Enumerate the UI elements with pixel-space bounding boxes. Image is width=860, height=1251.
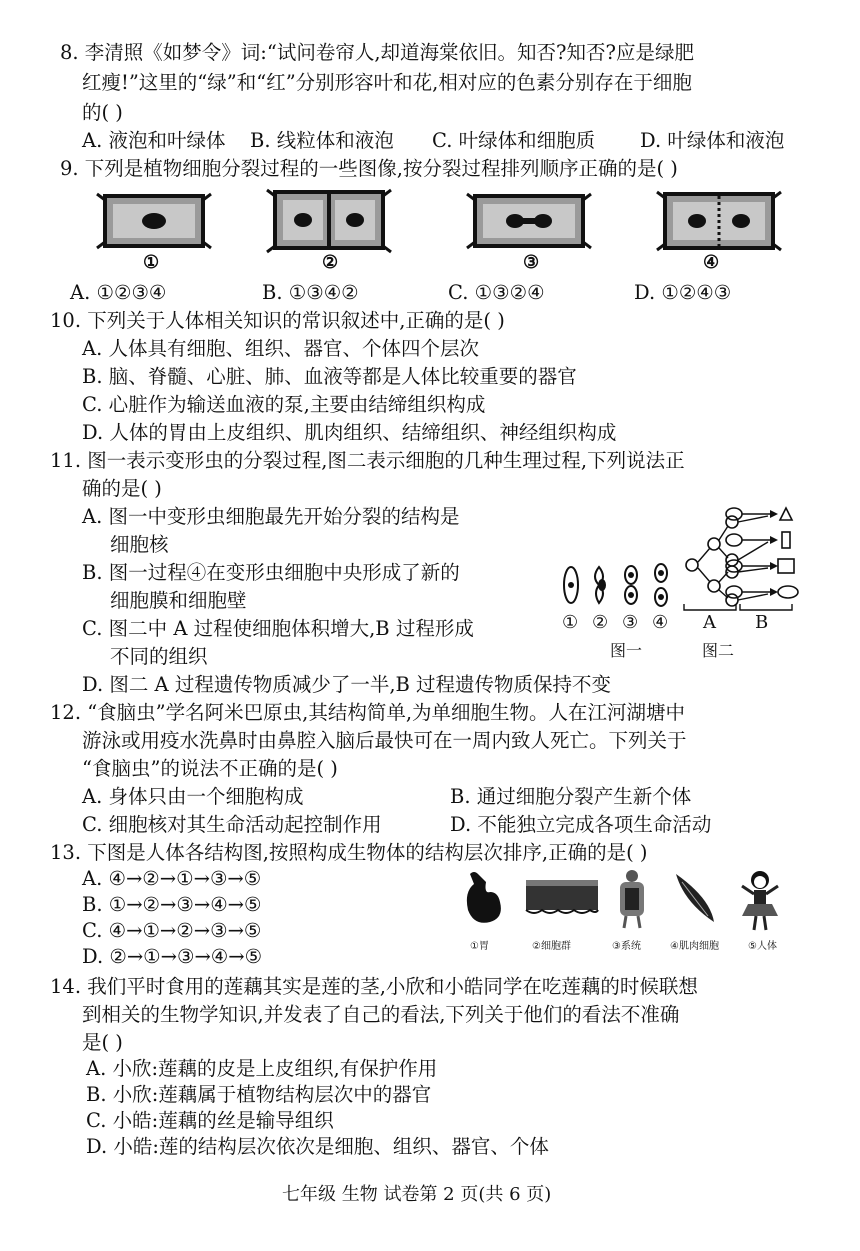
q11-fig2-brackets bbox=[680, 602, 800, 620]
q13-figure-structures bbox=[460, 868, 800, 934]
q11-figure-cell-processes bbox=[682, 500, 822, 612]
q8-stem-line1: 8. 李清照《如梦令》词:“试问卷帘人,却道海棠依旧。知否?知否?应是绿肥 bbox=[60, 41, 694, 64]
q9-option-c: C. ①③②④ bbox=[448, 281, 545, 304]
q13-fig-label-4: ④肌肉细胞 bbox=[670, 941, 719, 952]
q12-option-c: C. 细胞核对其生命活动起控制作用 bbox=[82, 813, 382, 836]
q13-option-c: C. ④→①→②→③→⑤ bbox=[82, 919, 262, 942]
q10-option-b: B. 脑、脊髓、心脏、肺、血液等都是人体比较重要的器官 bbox=[82, 365, 577, 388]
q13-cell-group-icon bbox=[526, 880, 598, 913]
q13-fig-label-1: ①胃 bbox=[470, 941, 489, 952]
q11-option-a-line2: 细胞核 bbox=[110, 533, 169, 556]
q13-option-a: A. ④→②→①→③→⑤ bbox=[82, 867, 262, 890]
q14-stem-line3: 是( ) bbox=[82, 1031, 123, 1054]
q14-stem-line2: 到相关的生物学知识,并发表了自己的看法,下列关于他们的看法不准确 bbox=[82, 1003, 680, 1026]
q9-cell-2 bbox=[267, 190, 391, 252]
q13-fig-label-3: ③系统 bbox=[612, 941, 641, 952]
q11-fig2-label-a: A bbox=[703, 612, 716, 633]
q11-option-c-line1: C. 图二中 A 过程使细胞体积增大,B 过程形成 bbox=[82, 617, 474, 640]
q11-option-b-line2: 细胞膜和细胞壁 bbox=[110, 589, 247, 612]
q14-option-a: A. 小欣:莲藕的皮是上皮组织,有保护作用 bbox=[86, 1057, 438, 1080]
q9-option-d: D. ①②④③ bbox=[634, 281, 732, 304]
q11-fig2-caption: 图二 bbox=[702, 641, 735, 660]
q11-fig1-label-3: ③ bbox=[622, 612, 639, 633]
q14-option-b: B. 小欣:莲藕属于植物结构层次中的器官 bbox=[86, 1083, 432, 1106]
q8-stem-line2: 红瘦!”这里的“绿”和“红”分别形容叶和花,相对应的色素分别存在于细胞 bbox=[82, 71, 692, 94]
page-footer: 七年级 生物 试卷第 2 页(共 6 页) bbox=[282, 1184, 552, 1205]
q11-option-c-line2: 不同的组织 bbox=[110, 645, 208, 668]
q11-option-a-line1: A. 图一中变形虫细胞最先开始分裂的结构是 bbox=[82, 505, 460, 528]
q11-figure-amoeba-division bbox=[555, 555, 685, 615]
q9-label-2: ② bbox=[322, 252, 339, 273]
q11-fig1-label-4: ④ bbox=[652, 612, 669, 633]
q13-system-icon bbox=[620, 870, 644, 928]
q9-option-b: B. ①③④② bbox=[262, 281, 359, 304]
q12-stem-line2: 游泳或用疫水洗鼻时由鼻腔入脑后最快可在一周内致人死亡。下列关于 bbox=[82, 729, 687, 752]
q11-fig1-label-1: ① bbox=[562, 612, 579, 633]
q11-stem-line1: 11. 图一表示变形虫的分裂过程,图二表示细胞的几种生理过程,下列说法正 bbox=[50, 449, 685, 472]
q9-cell-3 bbox=[467, 194, 591, 248]
q14-option-c: C. 小皓:莲藕的丝是输导组织 bbox=[86, 1109, 334, 1132]
q13-stem: 13. 下图是人体各结构图,按照构成生物体的结构层次排序,正确的是( ) bbox=[50, 841, 648, 864]
q9-label-3: ③ bbox=[523, 252, 540, 273]
q10-stem: 10. 下列关于人体相关知识的常识叙述中,正确的是( ) bbox=[50, 309, 505, 332]
q10-option-d: D. 人体的胃由上皮组织、肌肉组织、结缔组织、神经组织构成 bbox=[82, 421, 617, 444]
q11-stem-line2: 确的是( ) bbox=[82, 477, 162, 500]
q14-option-d: D. 小皓:莲的结构层次依次是细胞、组织、器官、个体 bbox=[86, 1135, 549, 1158]
q9-label-4: ④ bbox=[703, 252, 720, 273]
q11-fig1-caption: 图一 bbox=[610, 641, 643, 660]
q11-fig1-label-2: ② bbox=[592, 612, 609, 633]
q11-fig2-label-b: B bbox=[755, 612, 769, 633]
q9-stem: 9. 下列是植物细胞分裂过程的一些图像,按分裂过程排列顺序正确的是( ) bbox=[60, 157, 678, 180]
q11-option-b-line1: B. 图一过程④在变形虫细胞中央形成了新的 bbox=[82, 561, 460, 584]
q12-option-a: A. 身体只由一个细胞构成 bbox=[82, 785, 304, 808]
q8-option-c: C. 叶绿体和细胞质 bbox=[432, 129, 596, 152]
q10-option-a: A. 人体具有细胞、组织、器官、个体四个层次 bbox=[82, 337, 479, 360]
q12-stem-line3: “食脑虫”的说法不正确的是( ) bbox=[82, 757, 338, 780]
q10-option-c: C. 心脏作为输送血液的泵,主要由结缔组织构成 bbox=[82, 393, 486, 416]
q8-option-a: A. 液泡和叶绿体 bbox=[82, 129, 226, 152]
q9-label-1: ① bbox=[143, 252, 160, 273]
q8-option-b: B. 线粒体和液泡 bbox=[250, 129, 394, 152]
q8-stem-line3: 的( ) bbox=[82, 101, 123, 124]
q9-cell-4 bbox=[657, 192, 781, 250]
q13-fig-label-5: ⑤人体 bbox=[748, 941, 777, 952]
q13-option-b: B. ①→②→③→④→⑤ bbox=[82, 893, 262, 916]
q8-option-d: D. 叶绿体和液泡 bbox=[640, 129, 785, 152]
q11-option-d: D. 图二 A 过程遗传物质减少了一半,B 过程遗传物质保持不变 bbox=[82, 673, 612, 696]
q13-fig-label-2: ②细胞群 bbox=[532, 941, 571, 952]
q13-muscle-cell-icon bbox=[676, 874, 714, 922]
q14-stem-line1: 14. 我们平时食用的莲藕其实是莲的茎,小欣和小皓同学在吃莲藕的时候联想 bbox=[50, 975, 698, 998]
q12-option-b: B. 通过细胞分裂产生新个体 bbox=[450, 785, 692, 808]
q12-stem-line1: 12. “食脑虫”学名阿米巴原虫,其结构简单,为单细胞生物。人在江河湖塘中 bbox=[50, 701, 686, 724]
q9-cell-1 bbox=[97, 194, 211, 248]
q12-option-d: D. 不能独立完成各项生命活动 bbox=[450, 813, 712, 836]
q13-human-icon bbox=[742, 871, 778, 930]
q13-stomach-icon bbox=[467, 872, 501, 923]
q9-option-a: A. ①②③④ bbox=[70, 281, 167, 304]
q13-option-d: D. ②→①→③→④→⑤ bbox=[82, 945, 263, 968]
